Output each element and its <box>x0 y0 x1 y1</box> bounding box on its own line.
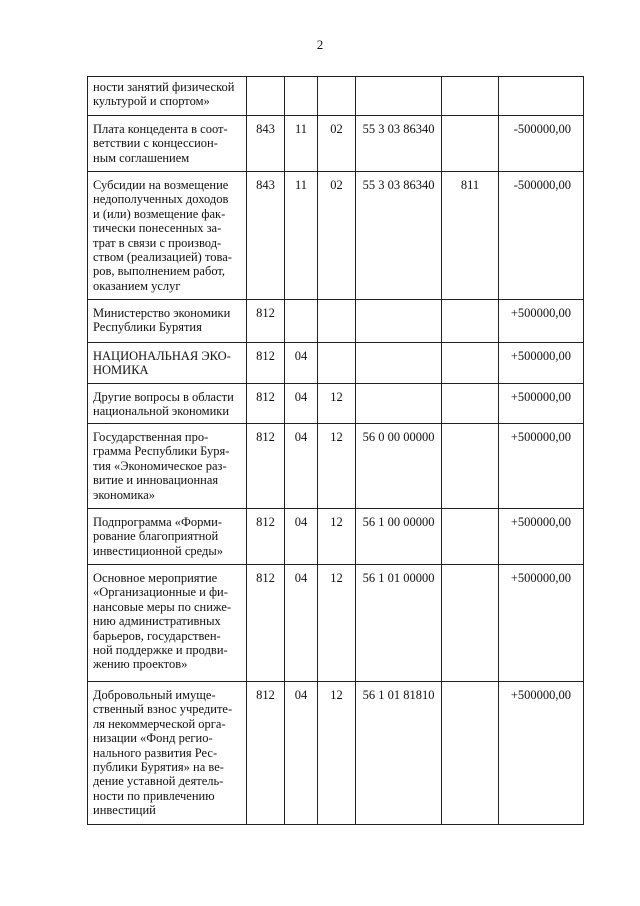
sum-cell <box>499 77 584 116</box>
item-name-line: Субсидии на возмещение <box>93 178 229 192</box>
expense-type-cell <box>442 77 499 116</box>
item-name-line: трат в связи с производ- <box>93 235 222 250</box>
table-row <box>88 77 584 116</box>
sum-cell: +500000,00 <box>499 565 584 682</box>
ministry-code-cell: 812 <box>247 424 285 509</box>
expense-type-cell <box>442 116 499 172</box>
target-article-cell <box>356 384 442 424</box>
ministry-code-cell: 843 <box>247 116 285 172</box>
item-name-line: барьеров, государствен- <box>93 628 221 643</box>
sum-cell: -500000,00 <box>499 172 584 300</box>
page-number: 2 <box>316 37 324 52</box>
target-article-cell: 56 1 00 00000 <box>356 509 442 565</box>
section-code-cell: 11 <box>285 172 318 300</box>
item-name-cell <box>88 682 247 825</box>
table-row <box>88 509 584 565</box>
item-name-line: нансовые меры по сниже- <box>93 599 232 614</box>
table-row <box>88 565 584 682</box>
subsection-code-cell: 02 <box>318 172 356 300</box>
item-name-line: Плата концедента в соот- <box>93 122 228 136</box>
expense-type-cell <box>442 343 499 384</box>
sum-cell: +500000,00 <box>499 424 584 509</box>
item-name-line: ством (реализацией) това- <box>93 250 232 265</box>
item-name-line: ров, выполнением работ, <box>93 264 226 279</box>
expense-type-cell <box>442 424 499 509</box>
table-row <box>88 424 584 509</box>
section-code-cell: 11 <box>285 116 318 172</box>
section-code-cell <box>285 77 318 116</box>
item-name-line: инвестиционной среды» <box>93 543 224 558</box>
item-name-line: национальной экономики <box>93 404 230 419</box>
item-name-line: жению проектов» <box>93 657 188 672</box>
subsection-code-cell: 12 <box>318 384 356 424</box>
sum-cell: +500000,00 <box>499 300 584 343</box>
subsection-code-cell: 12 <box>318 682 356 825</box>
item-name-line: нального развития Рес- <box>93 745 218 760</box>
item-name-line: недополученных доходов <box>93 192 229 207</box>
sum-cell: +500000,00 <box>499 682 584 825</box>
expense-type-cell <box>442 682 499 825</box>
item-name-line: нию административных <box>93 614 221 629</box>
target-article-cell <box>356 343 442 384</box>
item-name-cell <box>88 424 247 509</box>
item-name-line: ной поддержке и продви- <box>93 643 228 658</box>
item-name-line: ветствии с концессион- <box>93 136 218 151</box>
table-row <box>88 116 584 172</box>
expense-type-cell: 811 <box>442 172 499 300</box>
table-row <box>88 172 584 300</box>
item-name-line: оказанием услуг <box>93 278 181 293</box>
sum-cell: -500000,00 <box>499 116 584 172</box>
target-article-cell: 55 3 03 86340 <box>356 172 442 300</box>
item-name-line: тически понесенных за- <box>93 221 222 236</box>
item-name-line: ности по привлечению <box>93 788 215 803</box>
table-row <box>88 343 584 384</box>
subsection-code-cell: 12 <box>318 565 356 682</box>
item-name-line: ственный взнос учредите- <box>93 702 233 717</box>
table-row <box>88 682 584 825</box>
item-name-cell <box>88 116 247 172</box>
item-name-line: НОМИКА <box>93 363 149 378</box>
budget-table-body <box>88 77 584 825</box>
item-name-cell <box>88 343 247 384</box>
item-name-line: грамма Республики Буря- <box>93 444 230 459</box>
ministry-code-cell: 812 <box>247 565 285 682</box>
table-row <box>88 300 584 343</box>
item-name-line: Министерство экономики <box>93 306 231 320</box>
item-name-line: витие и инновационная <box>93 473 219 488</box>
section-code-cell: 04 <box>285 565 318 682</box>
item-name-line: низации «Фонд регио- <box>93 731 213 746</box>
subsection-code-cell: 02 <box>318 116 356 172</box>
item-name-line: публики Бурятия» на ве- <box>93 760 224 775</box>
target-article-cell <box>356 77 442 116</box>
ministry-code-cell <box>247 77 285 116</box>
ministry-code-cell: 812 <box>247 384 285 424</box>
item-name-cell <box>88 300 247 343</box>
target-article-cell: 55 3 03 86340 <box>356 116 442 172</box>
budget-table <box>87 76 584 825</box>
subsection-code-cell <box>318 77 356 116</box>
target-article-cell: 56 0 00 00000 <box>356 424 442 509</box>
item-name-line: инвестиций <box>93 803 156 818</box>
item-name-line: Основное мероприятие <box>93 571 218 585</box>
subsection-code-cell <box>318 343 356 384</box>
sum-cell: +500000,00 <box>499 343 584 384</box>
section-code-cell <box>285 300 318 343</box>
sum-cell: +500000,00 <box>499 384 584 424</box>
item-name-line: и (или) возмещение фак- <box>93 206 226 221</box>
expense-type-cell <box>442 384 499 424</box>
ministry-code-cell: 812 <box>247 343 285 384</box>
section-code-cell: 04 <box>285 384 318 424</box>
section-code-cell: 04 <box>285 343 318 384</box>
sum-cell: +500000,00 <box>499 509 584 565</box>
item-name-line: культурой и спортом» <box>93 94 210 109</box>
expense-type-cell <box>442 509 499 565</box>
item-name-line: Республики Бурятия <box>93 320 202 335</box>
target-article-cell: 56 1 01 00000 <box>356 565 442 682</box>
section-code-cell: 04 <box>285 509 318 565</box>
expense-type-cell <box>442 300 499 343</box>
subsection-code-cell: 12 <box>318 424 356 509</box>
item-name-line: Государственная про- <box>93 430 209 444</box>
target-article-cell <box>356 300 442 343</box>
subsection-code-cell: 12 <box>318 509 356 565</box>
item-name-line: рование благоприятной <box>93 529 219 544</box>
item-name-cell <box>88 565 247 682</box>
ministry-code-cell: 812 <box>247 300 285 343</box>
target-article-cell: 56 1 01 81810 <box>356 682 442 825</box>
item-name-line: Добровольный имуще- <box>93 688 216 702</box>
item-name-line: ля некоммерческой орга- <box>93 716 226 731</box>
ministry-code-cell: 812 <box>247 509 285 565</box>
item-name-line: ности занятий физической <box>93 80 235 94</box>
ministry-code-cell: 812 <box>247 682 285 825</box>
item-name-line: экономика» <box>93 487 156 502</box>
item-name-cell <box>88 77 247 116</box>
item-name-cell <box>88 172 247 300</box>
ministry-code-cell: 843 <box>247 172 285 300</box>
section-code-cell: 04 <box>285 424 318 509</box>
table-row <box>88 384 584 424</box>
item-name-line: дение уставной деятель- <box>93 774 224 789</box>
item-name-line: ным соглашением <box>93 150 190 165</box>
expense-type-cell <box>442 565 499 682</box>
item-name-line: НАЦИОНАЛЬНАЯ ЭКО- <box>93 349 231 363</box>
item-name-cell <box>88 509 247 565</box>
item-name-line: тия «Экономическое раз- <box>93 458 227 473</box>
item-name-line: «Организационные и фи- <box>93 585 228 600</box>
subsection-code-cell <box>318 300 356 343</box>
section-code-cell: 04 <box>285 682 318 825</box>
item-name-cell <box>88 384 247 424</box>
item-name-line: Другие вопросы в области <box>93 390 234 404</box>
item-name-line: Подпрограмма «Форми- <box>93 515 222 529</box>
